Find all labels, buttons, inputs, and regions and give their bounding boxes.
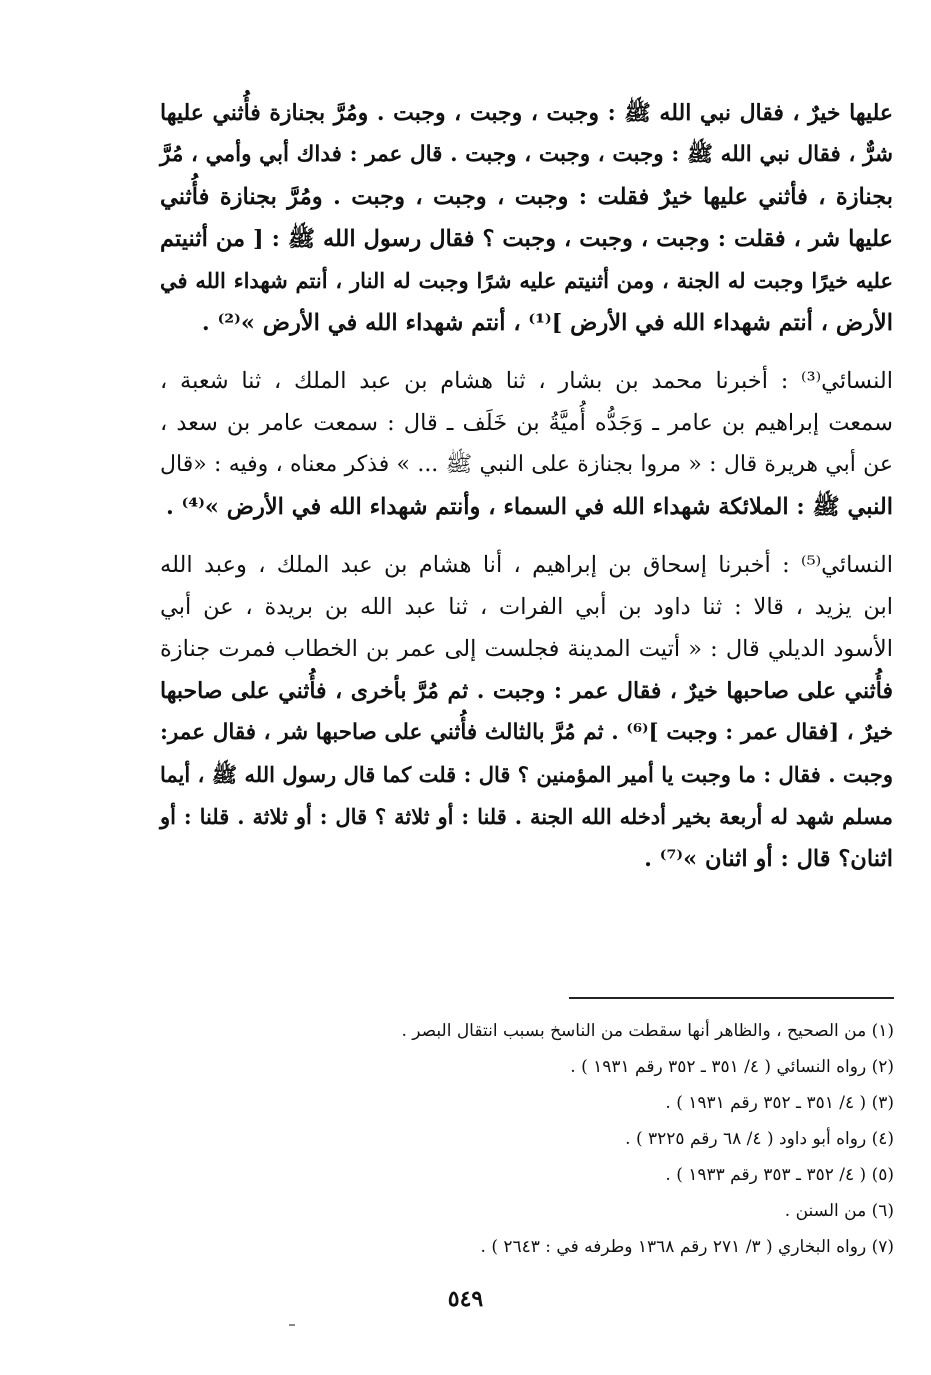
footnote-6: (٦) من السنن . — [784, 1201, 894, 1221]
text-line: فأُثني على صاحبها خيرٌ ، فقال عمر : وجبت . ثم مُرَّ بأخرى ، فأُثني على صاحبها — [160, 678, 893, 704]
text-line: ابن يزيد ، قالا : ثنا داود بن أبي الفرات ، ثنا عبد الله بن بريدة ، عن أبي — [160, 594, 893, 620]
text-line: شرٌّ ، فقال نبي الله ﷺ : وجبت ، وجبت ، وجبت . قال عمر : فداك أبي وأمي ، مُرَّ — [160, 142, 893, 167]
footnote-5: (٥) ( ٤/ ٣٥٢ ـ ٣٥٣ رقم ١٩٣٣ ) . — [665, 1165, 894, 1185]
footnote-7: (٧) رواه البخاري ( ٣/ ٢٧١ رقم ١٣٦٨ وطرفه في : ٢٦٤٣ ) . — [480, 1237, 894, 1257]
text-line: سمعت إبراهيم بن عامر ـ وَجَدُّه أُميَّةُ بن خَلَف ـ قال : سمعت عامر بن سعد ، — [160, 410, 893, 436]
text-line: اثنان؟ قال : أو اثنان »⁽⁷⁾ . — [644, 846, 893, 872]
text-line: الأرض ، أنتم شهداء الله في الأرض ]⁽¹⁾ ، أنتم شهداء الله في الأرض »⁽²⁾ . — [201, 310, 893, 336]
footnotes — [174, 1013, 894, 1265]
paragraph-nasai-1 — [160, 360, 893, 528]
paragraph-gap — [160, 528, 893, 544]
footnote-4: (٤) رواه أبو داود ( ٤/ ٦٨ رقم ٣٢٢٥ ) . — [625, 1129, 894, 1149]
paragraph-hadith-continuation — [160, 92, 893, 344]
footnote-2: (٢) رواه النسائي ( ٤/ ٣٥١ ـ ٣٥٢ رقم ١٩٣١ ) . — [570, 1057, 894, 1077]
text-line: مسلم شهد له أربعة بخير أدخله الله الجنة . قلنا : أو ثلاثة ؟ قال : أو ثلاثة . قلنا : أو — [160, 804, 893, 829]
paragraph-nasai-2 — [160, 544, 893, 880]
text-line: الأسود الديلي قال : « أتيت المدينة فجلست إلى عمر بن الخطاب فمرت جنازة — [160, 636, 893, 662]
paragraph-gap — [160, 344, 893, 360]
text-line: عن أبي هريرة قال : « مروا بجنازة على النبي ﷺ ... » فذكر معناه ، وفيه : «قال — [160, 452, 893, 477]
text-line: عليها شر ، فقلت : وجبت ، وجبت ، وجبت ؟ فقال رسول الله ﷺ : [ من أثنيتم — [160, 226, 893, 252]
footnote-separator — [569, 997, 894, 999]
text-line: النبي ﷺ : الملائكة شهداء الله في السماء ، وأنتم شهداء الله في الأرض »⁽⁴⁾ . — [165, 494, 893, 520]
text-line: بجنازة ، فأثني عليها خيرٌ فقلت : وجبت ، وجبت ، وجبت . ومُرَّ بجنازة فأُثني — [160, 184, 893, 210]
footnote-1: (١) من الصحيح ، والظاهر أنها سقطت من الناسخ بسبب انتقال البصر . — [401, 1021, 894, 1041]
footnote-3: (٣) ( ٤/ ٣٥١ ـ ٣٥٢ رقم ١٩٣١ ) . — [665, 1093, 894, 1113]
text-line: النسائي⁽⁵⁾ : أخبرنا إسحاق بن إبراهيم ، أنا هشام بن عبد الملك ، وعبد الله — [160, 552, 893, 578]
scan-mark — [289, 1324, 295, 1326]
page-number: ٥٤٩ — [447, 1286, 484, 1312]
text-line: عليها خيرٌ ، فقال نبي الله ﷺ : وجبت ، وجبت ، وجبت . ومُرَّ بجنازة فأُثني عليها — [160, 100, 893, 126]
text-line: خيرٌ ، [فقال عمر : وجبت ]⁽⁶⁾ . ثم مُرَّ بالثالث فأُثني على صاحبها شر ، فقال عمر: — [160, 720, 893, 745]
main-text — [160, 92, 893, 880]
text-line: وجبت . فقال : ما وجبت يا أمير المؤمنين ؟ قال : قلت كما قال رسول الله ﷺ ، أيما — [160, 762, 893, 787]
text-line: عليه خيرًا وجبت له الجنة ، ومن أثنيتم عليه شرًا وجبت له النار ، أنتم شهداء الله في — [160, 268, 893, 293]
text-line: النسائي⁽³⁾ : أخبرنا محمد بن بشار ، ثنا هشام بن عبد الملك ، ثنا شعبة ، — [160, 368, 893, 394]
